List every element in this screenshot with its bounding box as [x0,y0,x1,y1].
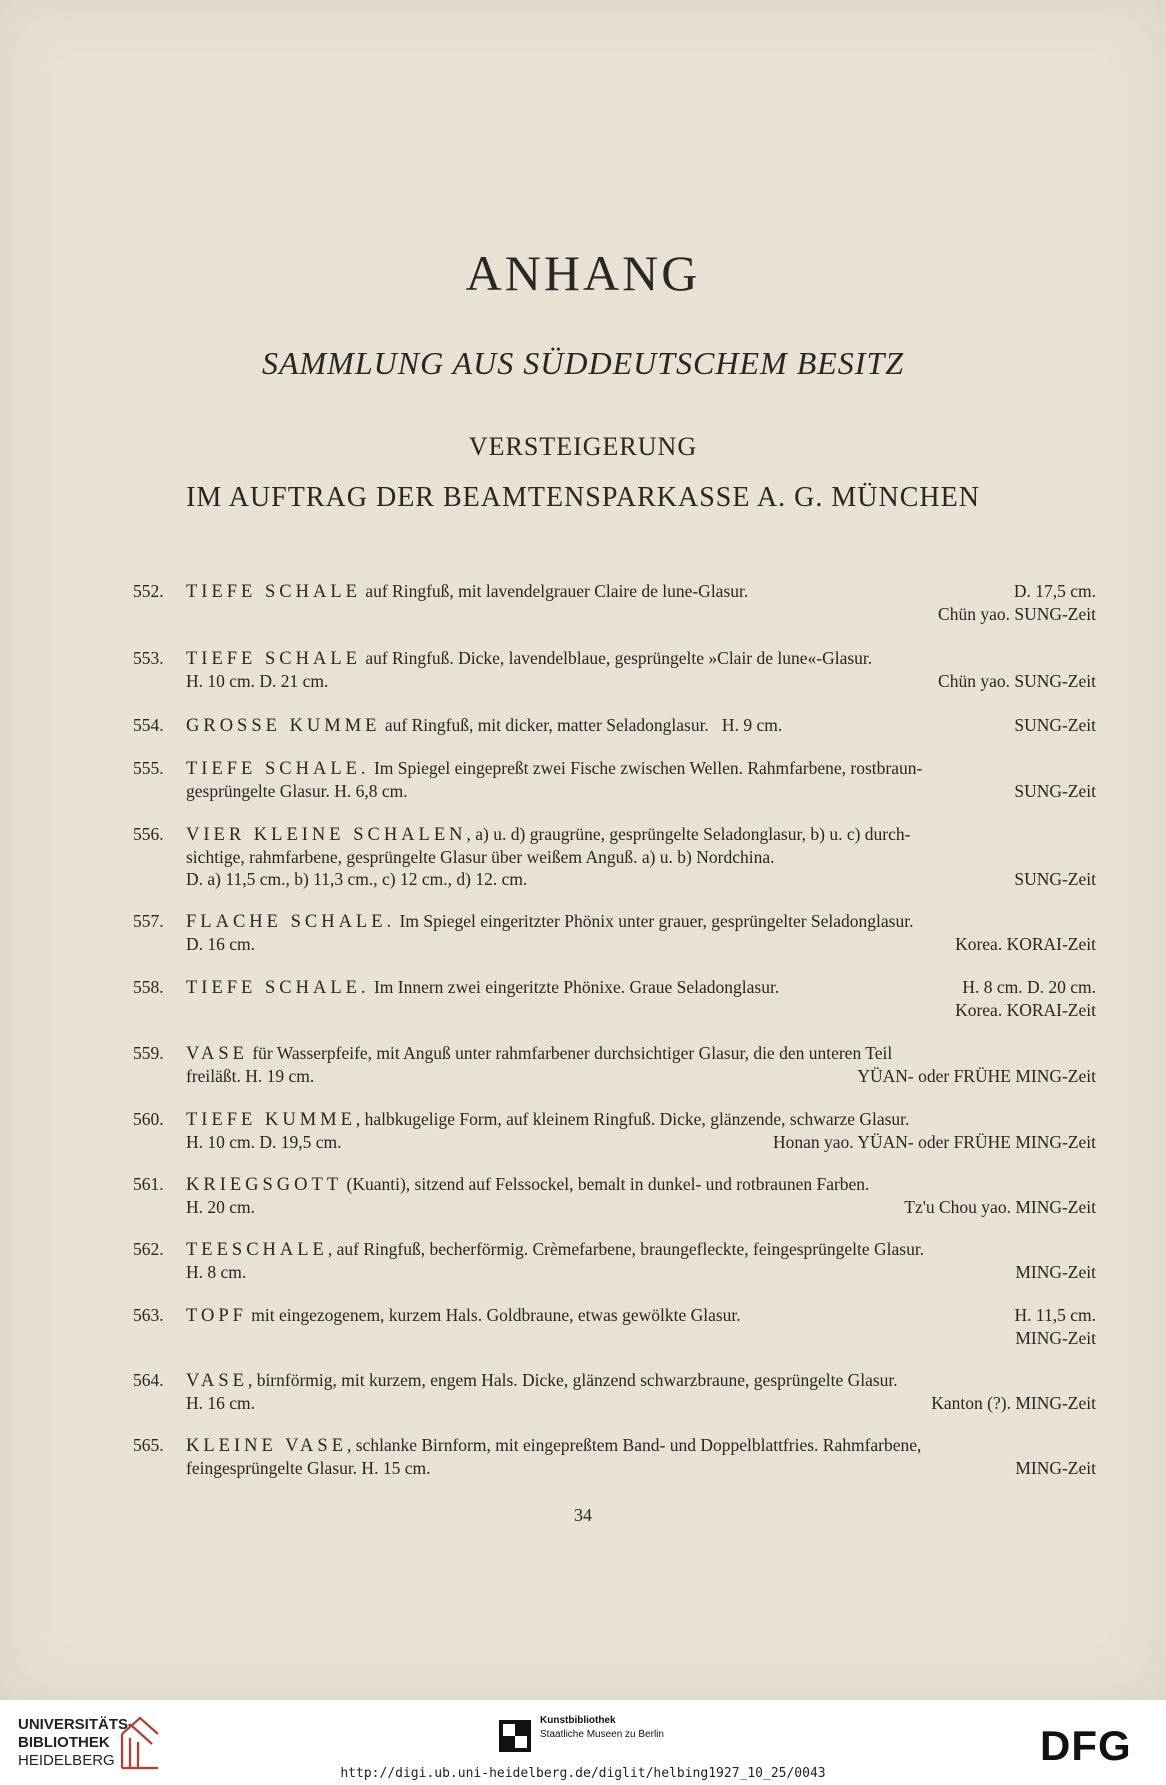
entry-line [186,933,1096,955]
entry-line [186,1238,1096,1261]
entry-line-left [186,823,910,846]
entry-description: , a) u. d) graugrüne, gesprüngelte Seladonglasur, b) u. c) durch- [466,824,911,844]
entry-line [186,1196,1096,1218]
entry-line [186,1392,1096,1414]
entry-line [186,580,1096,603]
entry-line [186,1042,1096,1065]
entry-line [186,714,1096,737]
page-number: 34 [574,1505,592,1525]
permalink-url[interactable]: http://digi.ub.uni-heidelberg.de/diglit/helbing1927_10_25/0043 [340,1766,826,1781]
catalog-entry [133,1108,1096,1153]
entry-line-left [186,1304,741,1327]
entry-number: 562. [133,1239,164,1259]
entry-line-left [186,1434,921,1457]
collection-subtitle [0,345,1166,382]
entry-description: Im Spiegel eingeritzter Phönix unter grauer, gesprüngelter Seladonglasur. [395,911,914,931]
entry-description: , birnförmig, mit kurzem, engem Hals. Dicke, glänzend schwarzbraune, gesprüngelte Glasur. [247,1370,898,1390]
entry-number: 556. [133,824,164,844]
entry-line [186,603,1096,625]
entry-line [186,1434,1096,1457]
entry-attribution: MING-Zeit [1015,1328,1096,1348]
entry-line-left [186,1238,924,1261]
entry-attribution: Chün yao. SUNG-Zeit [938,604,1096,624]
entry-attribution: Kanton (?). MING-Zeit [931,1393,1096,1413]
entry-description: Im Innern zwei eingeritzte Phönixe. Graue Seladonglasur. [369,977,780,997]
entry-line-left [186,1173,869,1196]
entry-number: 559. [133,1043,164,1063]
ub-heidelberg-logo-icon[interactable] [118,1712,162,1772]
auction-commission: IM AUFTRAG DER BEAMTENSPARKASSE A. G. MÜNCHEN [186,482,980,513]
entry-number: 554. [133,715,164,735]
entry-attribution: H. 11,5 cm. [1014,1305,1096,1325]
entry-number: 553. [133,648,164,668]
entry-attribution: D. 17,5 cm. [1013,581,1096,601]
entry-line [186,1327,1096,1349]
entry-attribution: Chün yao. SUNG-Zeit [938,671,1096,691]
entry-line-left [186,580,748,603]
entry-line [186,846,1096,868]
entry-number: 558. [133,977,164,997]
entry-attribution: H. 8 cm. D. 20 cm. [962,977,1096,997]
entry-line-left [186,1042,892,1065]
catalog-entry [133,714,1096,737]
ub-line2: BIBLIOTHEK [18,1734,110,1751]
subtitle-text: SAMMLUNG AUS SÜDDEUTSCHEM BESITZ [261,345,905,381]
entry-description: für Wasserpfeife, mit Anguß unter rahmfarbener durchsichtiger Glasur, die den unteren Teil [247,1043,893,1063]
entry-description: auf Ringfuß. Dicke, lavendelblaue, gesprüngelte »Clair de lune«-Glasur. [360,648,873,668]
entry-line-left [186,1196,255,1218]
entry-body [186,580,1096,625]
entry-line-left [186,780,408,802]
entry-line [186,1065,1096,1087]
catalog-entry [133,1042,1096,1087]
entry-body [186,976,1096,1021]
catalog-entry [133,1173,1096,1218]
ub-line1: UNIVERSITÄTS- [18,1716,134,1733]
entry-number: 557. [133,911,164,931]
entry-line [186,999,1096,1021]
entry-line [186,1261,1096,1283]
entry-line [186,1173,1096,1196]
entry-line-left [186,846,775,868]
entry-lead-title: VASE [186,1044,248,1064]
entry-lead-title: TEESCHALE [186,1240,328,1260]
entry-body [186,714,1096,737]
page-title: ANHANG [465,245,701,301]
entry-body [186,823,1096,890]
entry-description: gesprüngelte Glasur. H. 6,8 cm. [186,781,408,801]
entry-body [186,757,1096,802]
entry-number: 564. [133,1370,164,1390]
kunstbibliothek-logo-icon[interactable] [497,1718,533,1754]
entry-line-left [186,1065,314,1087]
entry-line [186,1369,1096,1392]
entry-line-left [186,868,527,890]
entry-body [186,1042,1096,1087]
entry-lead-title: TOPF [186,1306,247,1326]
entry-description: D. 16 cm. [186,934,256,954]
entry-line [186,780,1096,802]
entry-line-left [186,976,779,999]
entry-body [186,1238,1096,1283]
entry-description: H. 10 cm. D. 19,5 cm. [186,1132,342,1152]
catalog-entry [133,976,1096,1021]
entry-number: 560. [133,1109,164,1129]
entry-description: , halbkugelige Form, auf kleinem Ringfuß. Dicke, glänzende, schwarze Glasur. [355,1109,910,1129]
entry-attribution: Tz'u Chou yao. MING-Zeit [904,1197,1096,1217]
entry-description: D. a) 11,5 cm., b) 11,3 cm., c) 12 cm., d) 12. cm. [186,869,528,889]
entry-lead-title: VIER KLEINE SCHALEN [186,825,467,845]
entry-line-left [186,910,913,933]
entry-description: (Kuanti), sitzend auf Felssockel, bemalt in dunkel- und rotbraunen Farben. [342,1174,870,1194]
entry-description: H. 20 cm. [186,1197,256,1217]
entry-attribution: SUNG-Zeit [1014,715,1096,735]
entry-description: auf Ringfuß, mit lavendelgrauer Claire de lune-Glasur. [360,581,749,601]
entry-body [186,1434,1096,1479]
auction-heading: VERSTEIGERUNG [468,432,698,461]
catalog-entry [133,1434,1096,1479]
entry-lead-title: TIEFE SCHALE. [186,978,370,998]
entry-number: 555. [133,758,164,778]
entry-number: 552. [133,581,164,601]
entry-description: auf Ringfuß, mit dicker, matter Seladonglasur. H. 9 cm. [380,715,783,735]
entry-lead-title: KLEINE VASE [186,1436,347,1456]
entry-attribution: Korea. KORAI-Zeit [955,934,1096,954]
entry-description: feingesprüngelte Glasur. H. 15 cm. [186,1458,431,1478]
entry-number: 561. [133,1174,164,1194]
entry-attribution: MING-Zeit [1015,1262,1096,1282]
entry-description: H. 8 cm. [186,1262,247,1282]
entry-line [186,670,1096,692]
entry-line [186,647,1096,670]
entry-body [186,910,1096,955]
entry-attribution: SUNG-Zeit [1014,781,1096,801]
entry-line [186,976,1096,999]
catalog-entry [133,1238,1096,1283]
entry-line-left [186,1108,909,1131]
viewer-footer [0,1700,1166,1785]
entry-lead-title: TIEFE SCHALE. [186,759,370,779]
entry-attribution: SUNG-Zeit [1014,869,1096,889]
entry-line-left [186,1369,898,1392]
entry-line-left [186,1392,255,1414]
entry-body [186,647,1096,692]
entry-line [186,1304,1096,1327]
catalog-entry [133,580,1096,625]
entry-line-left [186,647,872,670]
entry-description: , schlanke Birnform, mit eingepreßtem Band- und Doppelblattfries. Rahmfarbene, [347,1435,922,1455]
entry-line-left [186,714,782,737]
catalog-entry [133,910,1096,955]
entry-line-left [186,670,328,692]
entry-lead-title: VASE [186,1371,248,1391]
entry-attribution: Honan yao. YÜAN- oder FRÜHE MING-Zeit [772,1132,1096,1152]
entry-line-left [186,1261,246,1283]
entry-lead-title: FLACHE SCHALE. [186,912,396,932]
entry-description: , auf Ringfuß, becherförmig. Crèmefarbene, braungefleckte, feingesprüngelte Glasur. [327,1239,925,1259]
entry-body [186,1108,1096,1153]
entry-number: 563. [133,1305,164,1325]
entry-line [186,1131,1096,1153]
entry-description: H. 16 cm. [186,1393,256,1413]
entry-attribution: MING-Zeit [1015,1458,1096,1478]
entry-body [186,1369,1096,1414]
catalog-entry [133,1304,1096,1349]
entry-line [186,823,1096,846]
entry-line-left [186,933,255,955]
entry-lead-title: GROSSE KUMME [186,716,381,736]
entry-description: sichtige, rahmfarbene, gesprüngelte Glasur über weißem Anguß. a) u. b) Nordchina. [186,847,775,867]
entry-line-left [186,1131,342,1153]
entry-lead-title: TIEFE SCHALE [186,649,361,669]
entry-number: 565. [133,1435,164,1455]
entry-line-left [186,757,922,780]
entry-body [186,1304,1096,1349]
catalog-entry [133,757,1096,802]
catalog-entry [133,647,1096,692]
entry-line [186,1108,1096,1131]
entry-description: freiläßt. H. 19 cm. [186,1066,315,1086]
entry-line [186,757,1096,780]
entry-line [186,910,1096,933]
entry-attribution: Korea. KORAI-Zeit [955,1000,1096,1020]
kb-line2: Staatliche Museen zu Berlin [540,1729,664,1740]
entry-attribution: YÜAN- oder FRÜHE MING-Zeit [857,1066,1096,1086]
entry-line [186,868,1096,890]
entry-body [186,1173,1096,1218]
catalog-entry [133,823,1096,890]
entry-lead-title: TIEFE SCHALE [186,582,361,602]
entry-description: mit eingezogenem, kurzem Hals. Goldbraune, etwas gewölkte Glasur. [246,1305,741,1325]
entry-line-left [186,1457,430,1479]
kunstbibliothek-name[interactable] [540,1714,664,1742]
dfg-logo[interactable]: DFG [1040,1722,1132,1769]
entry-description: Im Spiegel eingepreßt zwei Fische zwischen Wellen. Rahmfarbene, rostbraun- [369,758,923,778]
kb-line1: Kunstbibliothek [540,1715,616,1726]
entry-lead-title: KRIEGSGOTT [186,1175,343,1195]
entry-lead-title: TIEFE KUMME [186,1110,356,1130]
entry-description: H. 10 cm. D. 21 cm. [186,671,329,691]
ub-heidelberg-name[interactable] [18,1716,133,1770]
entry-line [186,1457,1096,1479]
ub-line3: HEIDELBERG [18,1752,115,1769]
catalog-entry [133,1369,1096,1414]
